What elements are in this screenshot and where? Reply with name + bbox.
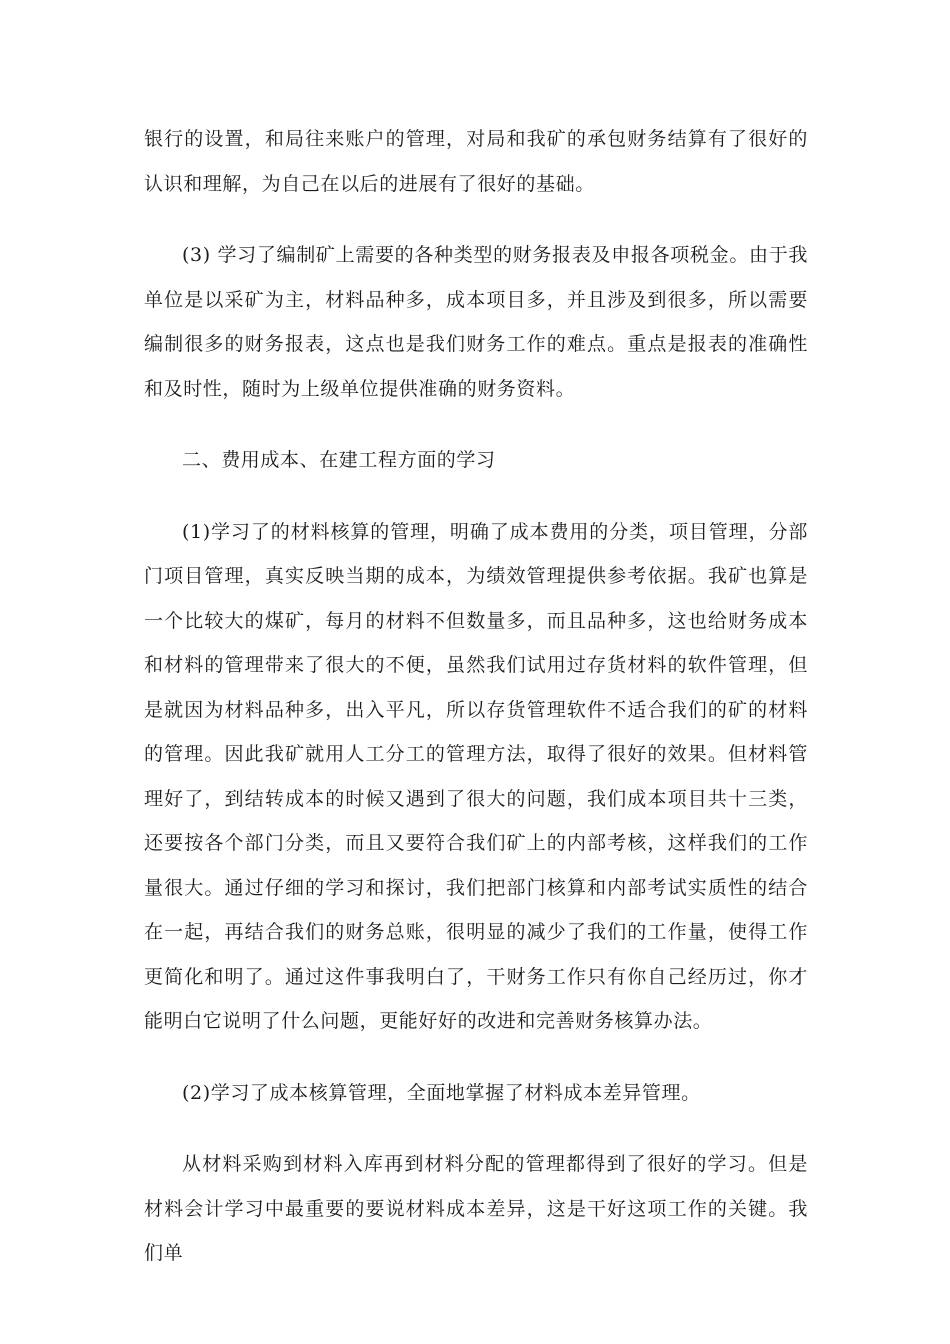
paragraph-item-2: (2)学习了成本核算管理，全面地掌握了材料成本差异管理。 [182, 1081, 701, 1104]
document-body [144, 117, 808, 1276]
paragraph-item-1: (1)学习了的材料核算的管理，明确了成本费用的分类，项目管理，分部门项目管理，真实反映当期的成本，为绩效管理提供参考依据。我矿也算是一个比较大的煤矿，每月的材料不但数量多，而且品种多，这也给财务成本和材料的管理带来了很大的不便，虽然我们试用过存货材料的软件管理，但是就因为材料品种多，出入平凡，所以存货管理软件不适合我们的矿的材料的管理。因此我矿就用人工分工的管理方法，取得了很好的效果。但材料管理好了，到结转成本的时候又遇到了很大的问题，我们成本项目共十三类，还要按各个部门分类，而且又要符合我们矿上的内部考核，这样我们的工作量很大。通过仔细的学习和探讨，我们把部门核算和内部考试实质性的结合在一起，再结合我们的财务总账，很明显的减少了我们的工作量，使得工作更简化和明了。通过这件事我明白了，干财务工作只有你自己经历过，你才能明白它说明了什么问题，更能好好的改进和完善财务核算办法。 [144, 520, 808, 1032]
paragraph-material-cost: 从材料采购到材料入库再到材料分配的管理都得到了很好的学习。但是材料会计学习中最重要的要说材料成本差异，这是干好这项工作的关键。我们单 [144, 1153, 808, 1264]
paragraph-item-3: (3) 学习了编制矿上需要的各种类型的财务报表及申报各项税金。由于我单位是以采矿为主，材料品种多，成本项目多，并且涉及到很多，所以需要编制很多的财务报表，这点也是我们财务工作的难点。重点是报表的准确性和及时性，随时为上级单位提供准确的财务资料。 [144, 244, 808, 400]
paragraph-continuation: 银行的设置，和局往来账户的管理，对局和我矿的承包财务结算有了很好的认识和理解，为自己在以后的进展有了很好的基础。 [144, 128, 808, 195]
section-heading: 二、费用成本、在建工程方面的学习 [182, 449, 496, 471]
